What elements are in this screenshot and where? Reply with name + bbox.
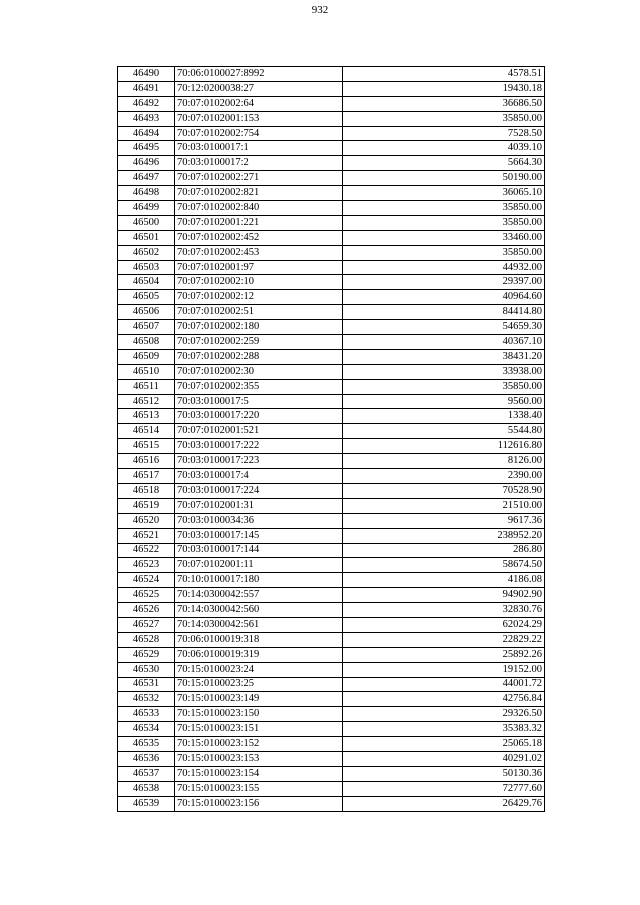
table-row: [118, 290, 545, 305]
value-cell: 112616.80: [343, 439, 545, 454]
cadastral-number-cell: 70:07:0102002:355: [175, 379, 343, 394]
value-cell: 94902.90: [343, 588, 545, 603]
row-number-cell: 46493: [118, 111, 175, 126]
cadastral-number-cell: 70:03:0100034:36: [175, 513, 343, 528]
cadastral-number-cell: 70:07:0102002:51: [175, 305, 343, 320]
table-row: [118, 692, 545, 707]
table-row: [118, 722, 545, 737]
cadastral-number-cell: 70:06:0100019:319: [175, 647, 343, 662]
value-cell: 9617.36: [343, 513, 545, 528]
row-number-cell: 46532: [118, 692, 175, 707]
table-row: [118, 647, 545, 662]
cadastral-number-cell: 70:03:0100017:220: [175, 409, 343, 424]
value-cell: 238952.20: [343, 528, 545, 543]
row-number-cell: 46508: [118, 335, 175, 350]
value-cell: 35850.00: [343, 245, 545, 260]
table-row: [118, 320, 545, 335]
value-cell: 4186.08: [343, 573, 545, 588]
table-row: [118, 186, 545, 201]
table-row: [118, 737, 545, 752]
table-row: [118, 409, 545, 424]
value-cell: 9560.00: [343, 394, 545, 409]
row-number-cell: 46525: [118, 588, 175, 603]
row-number-cell: 46492: [118, 96, 175, 111]
cadastral-number-cell: 70:07:0102001:153: [175, 111, 343, 126]
table-row: [118, 245, 545, 260]
cadastral-number-cell: 70:03:0100017:222: [175, 439, 343, 454]
value-cell: 25065.18: [343, 737, 545, 752]
row-number-cell: 46526: [118, 603, 175, 618]
cadastral-number-cell: 70:07:0102001:11: [175, 558, 343, 573]
cadastral-number-cell: 70:10:0100017:180: [175, 573, 343, 588]
cadastral-number-cell: 70:14:0300042:561: [175, 617, 343, 632]
page-number: 932: [311, 4, 329, 16]
row-number-cell: 46524: [118, 573, 175, 588]
table-row: [118, 766, 545, 781]
value-cell: 40291.02: [343, 751, 545, 766]
value-cell: 70528.90: [343, 483, 545, 498]
cadastral-number-cell: 70:07:0102002:180: [175, 320, 343, 335]
table-row: [118, 603, 545, 618]
table-row: [118, 335, 545, 350]
table-row: [118, 141, 545, 156]
value-cell: 22829.22: [343, 632, 545, 647]
cadastral-number-cell: 70:15:0100023:152: [175, 737, 343, 752]
value-cell: 8126.00: [343, 454, 545, 469]
cadastral-number-cell: 70:03:0100017:145: [175, 528, 343, 543]
table-row: [118, 394, 545, 409]
cadastral-number-cell: 70:07:0102001:97: [175, 260, 343, 275]
value-cell: 42756.84: [343, 692, 545, 707]
cadastral-number-cell: 70:14:0300042:560: [175, 603, 343, 618]
table-row: [118, 528, 545, 543]
table-row: [118, 781, 545, 796]
table-row: [118, 498, 545, 513]
table-body: [118, 67, 545, 812]
table-row: [118, 573, 545, 588]
value-cell: 2390.00: [343, 469, 545, 484]
row-number-cell: 46515: [118, 439, 175, 454]
row-number-cell: 46529: [118, 647, 175, 662]
row-number-cell: 46516: [118, 454, 175, 469]
value-cell: 7528.50: [343, 126, 545, 141]
row-number-cell: 46496: [118, 156, 175, 171]
cadastral-number-cell: 70:03:0100017:4: [175, 469, 343, 484]
row-number-cell: 46520: [118, 513, 175, 528]
row-number-cell: 46494: [118, 126, 175, 141]
row-number-cell: 46531: [118, 677, 175, 692]
value-cell: 4578.51: [343, 67, 545, 82]
cadastral-number-cell: 70:07:0102002:12: [175, 290, 343, 305]
value-cell: 35850.00: [343, 111, 545, 126]
cadastral-number-cell: 70:07:0102002:10: [175, 275, 343, 290]
cadastral-number-cell: 70:15:0100023:156: [175, 796, 343, 811]
cadastral-number-cell: 70:07:0102002:259: [175, 335, 343, 350]
table-row: [118, 349, 545, 364]
cadastral-number-cell: 70:07:0102002:64: [175, 96, 343, 111]
table-row: [118, 662, 545, 677]
row-number-cell: 46495: [118, 141, 175, 156]
row-number-cell: 46537: [118, 766, 175, 781]
table-row: [118, 156, 545, 171]
cadastral-number-cell: 70:06:0100027:8992: [175, 67, 343, 82]
cadastral-value-table: [117, 66, 545, 812]
table-row: [118, 632, 545, 647]
row-number-cell: 46517: [118, 469, 175, 484]
table-row: [118, 126, 545, 141]
table-row: [118, 424, 545, 439]
row-number-cell: 46519: [118, 498, 175, 513]
row-number-cell: 46536: [118, 751, 175, 766]
row-number-cell: 46539: [118, 796, 175, 811]
cadastral-number-cell: 70:07:0102002:840: [175, 201, 343, 216]
value-cell: 50190.00: [343, 171, 545, 186]
table-row: [118, 707, 545, 722]
row-number-cell: 46497: [118, 171, 175, 186]
cadastral-number-cell: 70:12:0200038:27: [175, 81, 343, 96]
row-number-cell: 46538: [118, 781, 175, 796]
row-number-cell: 46509: [118, 349, 175, 364]
row-number-cell: 46490: [118, 67, 175, 82]
cadastral-number-cell: 70:07:0102002:30: [175, 364, 343, 379]
table-row: [118, 588, 545, 603]
row-number-cell: 46510: [118, 364, 175, 379]
table-row: [118, 469, 545, 484]
row-number-cell: 46498: [118, 186, 175, 201]
value-cell: 25892.26: [343, 647, 545, 662]
value-cell: 21510.00: [343, 498, 545, 513]
table-row: [118, 201, 545, 216]
value-cell: 54659.30: [343, 320, 545, 335]
value-cell: 62024.29: [343, 617, 545, 632]
row-number-cell: 46502: [118, 245, 175, 260]
cadastral-number-cell: 70:14:0300042:557: [175, 588, 343, 603]
value-cell: 33460.00: [343, 230, 545, 245]
cadastral-number-cell: 70:15:0100023:155: [175, 781, 343, 796]
row-number-cell: 46534: [118, 722, 175, 737]
table-row: [118, 796, 545, 811]
value-cell: 35850.00: [343, 201, 545, 216]
table-row: [118, 364, 545, 379]
cadastral-number-cell: 70:15:0100023:24: [175, 662, 343, 677]
value-cell: 36065.10: [343, 186, 545, 201]
cadastral-number-cell: 70:07:0102001:221: [175, 215, 343, 230]
row-number-cell: 46523: [118, 558, 175, 573]
cadastral-number-cell: 70:07:0102002:754: [175, 126, 343, 141]
row-number-cell: 46504: [118, 275, 175, 290]
table-row: [118, 454, 545, 469]
value-cell: 72777.60: [343, 781, 545, 796]
value-cell: 35850.00: [343, 215, 545, 230]
cadastral-number-cell: 70:15:0100023:149: [175, 692, 343, 707]
value-cell: 19430.18: [343, 81, 545, 96]
row-number-cell: 46501: [118, 230, 175, 245]
cadastral-number-cell: 70:07:0102001:521: [175, 424, 343, 439]
value-cell: 26429.76: [343, 796, 545, 811]
row-number-cell: 46535: [118, 737, 175, 752]
table-row: [118, 81, 545, 96]
value-cell: 33938.00: [343, 364, 545, 379]
value-cell: 35850.00: [343, 379, 545, 394]
table-row: [118, 379, 545, 394]
row-number-cell: 46530: [118, 662, 175, 677]
row-number-cell: 46533: [118, 707, 175, 722]
table-row: [118, 483, 545, 498]
row-number-cell: 46527: [118, 617, 175, 632]
table-row: [118, 96, 545, 111]
value-cell: 38431.20: [343, 349, 545, 364]
table-row: [118, 67, 545, 82]
value-cell: 44932.00: [343, 260, 545, 275]
value-cell: 40964.60: [343, 290, 545, 305]
value-cell: 40367.10: [343, 335, 545, 350]
cadastral-number-cell: 70:07:0102002:288: [175, 349, 343, 364]
cadastral-number-cell: 70:03:0100017:5: [175, 394, 343, 409]
table-row: [118, 230, 545, 245]
row-number-cell: 46491: [118, 81, 175, 96]
cadastral-number-cell: 70:15:0100023:25: [175, 677, 343, 692]
row-number-cell: 46499: [118, 201, 175, 216]
value-cell: 286.80: [343, 543, 545, 558]
value-cell: 29326.50: [343, 707, 545, 722]
value-cell: 19152.00: [343, 662, 545, 677]
table-row: [118, 305, 545, 320]
value-cell: 58674.50: [343, 558, 545, 573]
row-number-cell: 46514: [118, 424, 175, 439]
table-row: [118, 215, 545, 230]
table-row: [118, 111, 545, 126]
table-row: [118, 677, 545, 692]
value-cell: 4039.10: [343, 141, 545, 156]
cadastral-number-cell: 70:03:0100017:2: [175, 156, 343, 171]
table-row: [118, 275, 545, 290]
value-cell: 36686.50: [343, 96, 545, 111]
cadastral-number-cell: 70:03:0100017:224: [175, 483, 343, 498]
table-row: [118, 558, 545, 573]
value-cell: 5664.30: [343, 156, 545, 171]
table-row: [118, 751, 545, 766]
cadastral-number-cell: 70:06:0100019:318: [175, 632, 343, 647]
cadastral-number-cell: 70:03:0100017:1: [175, 141, 343, 156]
table-row: [118, 439, 545, 454]
cadastral-number-cell: 70:07:0102002:821: [175, 186, 343, 201]
cadastral-number-cell: 70:15:0100023:150: [175, 707, 343, 722]
cadastral-number-cell: 70:07:0102002:453: [175, 245, 343, 260]
table-row: [118, 171, 545, 186]
row-number-cell: 46507: [118, 320, 175, 335]
row-number-cell: 46521: [118, 528, 175, 543]
row-number-cell: 46512: [118, 394, 175, 409]
table-row: [118, 260, 545, 275]
row-number-cell: 46505: [118, 290, 175, 305]
cadastral-number-cell: 70:07:0102002:452: [175, 230, 343, 245]
cadastral-number-cell: 70:07:0102001:31: [175, 498, 343, 513]
row-number-cell: 46513: [118, 409, 175, 424]
row-number-cell: 46518: [118, 483, 175, 498]
value-cell: 35383.32: [343, 722, 545, 737]
row-number-cell: 46522: [118, 543, 175, 558]
value-cell: 5544.80: [343, 424, 545, 439]
value-cell: 50130.36: [343, 766, 545, 781]
row-number-cell: 46506: [118, 305, 175, 320]
value-cell: 32830.76: [343, 603, 545, 618]
value-cell: 29397.00: [343, 275, 545, 290]
cadastral-number-cell: 70:15:0100023:153: [175, 751, 343, 766]
table-row: [118, 617, 545, 632]
value-cell: 1338.40: [343, 409, 545, 424]
row-number-cell: 46503: [118, 260, 175, 275]
cadastral-number-cell: 70:03:0100017:223: [175, 454, 343, 469]
cadastral-number-cell: 70:03:0100017:144: [175, 543, 343, 558]
row-number-cell: 46528: [118, 632, 175, 647]
value-cell: 84414.80: [343, 305, 545, 320]
table-row: [118, 543, 545, 558]
cadastral-number-cell: 70:15:0100023:151: [175, 722, 343, 737]
cadastral-number-cell: 70:15:0100023:154: [175, 766, 343, 781]
cadastral-number-cell: 70:07:0102002:271: [175, 171, 343, 186]
row-number-cell: 46500: [118, 215, 175, 230]
table-row: [118, 513, 545, 528]
value-cell: 44001.72: [343, 677, 545, 692]
row-number-cell: 46511: [118, 379, 175, 394]
